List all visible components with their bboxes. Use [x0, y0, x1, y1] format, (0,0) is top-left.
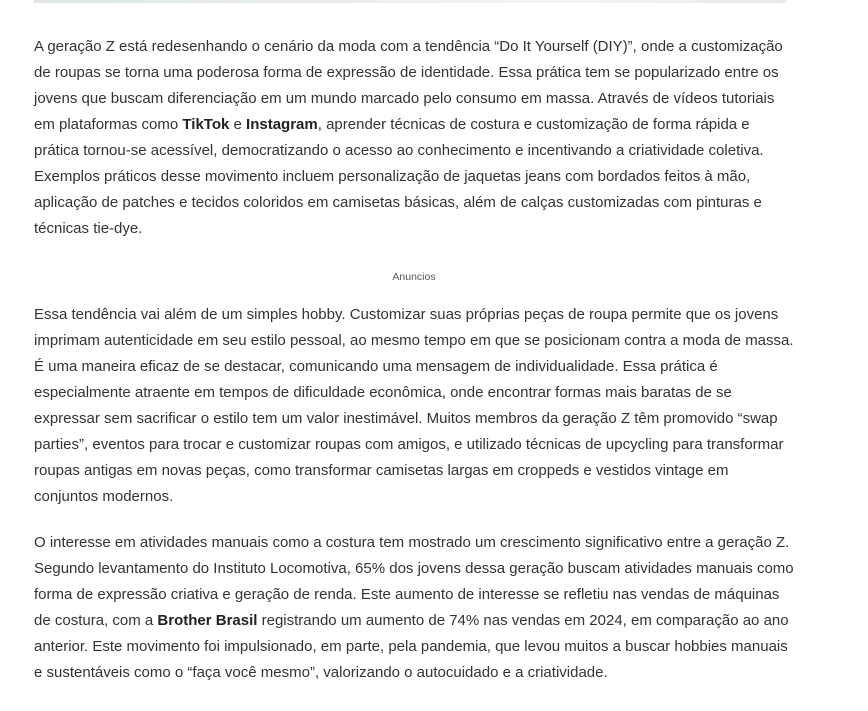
paragraph-text: registrando um aumento de 74% nas vendas em 2024, em comparação ao ano anterior. Este movimento foi impulsionado, em parte, pela pandemia, que levou muitos a buscar hobbies manuais e sustentáveis como o “faça você mesmo”, valorizando o autocuidado e a criatividade.	[34, 612, 789, 681]
bold-tiktok: TikTok	[182, 116, 230, 133]
paragraph-beyond-hobby: Essa tendência vai além de um simples hobby. Customizar suas próprias peças de roupa permite que os jovens imprimam autenticidade em seu estilo pessoal, ao mesmo tempo em que se posicionam contra a moda de massa. É uma maneira eficaz de se destacar, comunicando uma mensagem de individualidade. Essa prática é especialmente atraente em tempos de dificuldade econômica, onde encontrar formas mais baratas de se expressar sem sacrificar o estilo tem um valor inestimável. Muitos membros da geração Z têm promovido “swap parties”, eventos para trocar e customizar roupas com amigos, e utilizado técnicas de upcycling para transformar roupas antigas em novas peças, como transformar camisetas largas em croppeds e vestidos vintage em conjuntos modernos.	[34, 306, 794, 505]
paragraph-text: e	[229, 116, 247, 133]
article-body	[34, 34, 794, 686]
paragraph-diy-trend	[34, 34, 794, 242]
bold-brother-brasil: Brother Brasil	[157, 612, 258, 629]
top-image-edge	[34, 0, 786, 3]
paragraph-text: , aprender técnicas de costura e customização de forma rápida e prática tornou-se acessível, democratizando o acesso ao conhecimento e incentivando a criatividade coletiva. Exemplos práticos desse movimento incluem personalização de jaquetas jeans com bordados feitos à mão, aplicação de patches e tecidos coloridos em camisetas básicas, além de calças customizadas com pinturas e técnicas tie-dye.	[34, 116, 764, 237]
paragraph-sewing-growth	[34, 530, 794, 686]
bold-instagram: Instagram	[246, 116, 318, 133]
paragraph-text: O interesse em atividades manuais como a costura tem mostrado um crescimento significativo entre a geração Z. Segundo levantamento do Instituto Locomotiva, 65% dos jovens dessa geração buscam atividades manuais como forma de expressão criativa e geração de renda. Este aumento de interesse se refletiu nas vendas de máquinas de costura, com a	[34, 534, 794, 629]
paragraph-text: A geração Z está redesenhando o cenário da moda com a tendência “Do It Yourself (DIY)”, onde a customização de roupas se torna uma poderosa forma de expressão de identidade. Essa prática tem se popularizado entre os jovens que buscam diferenciação em um mundo marcado pelo consumo em massa. Através de vídeos tutoriais em plataformas como	[34, 38, 783, 133]
ad-label: Anuncios	[392, 271, 436, 283]
